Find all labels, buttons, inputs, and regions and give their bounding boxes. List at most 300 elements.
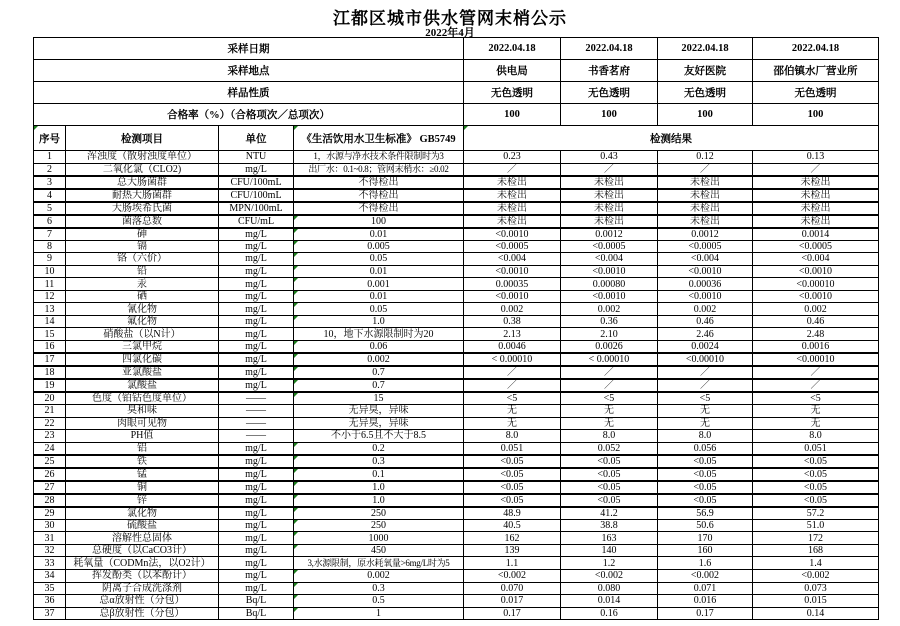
header-row-property: [34, 82, 879, 104]
row-unit: mg/L: [219, 544, 294, 557]
row-standard: 1，水源与净水技术条件限制时为3: [294, 151, 464, 164]
row-result: 0.13: [753, 151, 879, 164]
row-item: 氯化物: [66, 507, 219, 520]
table-row: [34, 215, 879, 228]
row-standard: 450: [294, 544, 464, 557]
row-unit: Bq/L: [219, 595, 294, 608]
row-item: 亚氯酸盐: [66, 366, 219, 379]
row-result: 2.13: [464, 328, 561, 341]
row-unit: CFU/mL: [219, 215, 294, 228]
table-row: [34, 507, 879, 520]
table-row: [34, 341, 879, 354]
row-result: 0.056: [658, 442, 753, 455]
cell-flag-triangle: [294, 316, 298, 320]
row-result: 无: [658, 405, 753, 418]
row-item: 二氧化氯（CLO2): [66, 163, 219, 176]
row-result: 163: [561, 532, 658, 545]
row-no: 4: [34, 189, 66, 202]
row-no: 34: [34, 570, 66, 583]
row-result: 0.071: [658, 582, 753, 595]
row-result: <0.004: [464, 253, 561, 266]
table-row: [34, 202, 879, 215]
row-result: 未检出: [753, 189, 879, 202]
row-no: 17: [34, 353, 66, 366]
row-item: 总β放射性（分包）: [66, 607, 219, 620]
row-item: 耐热大肠菌群: [66, 189, 219, 202]
cell-flag-triangle: [464, 126, 468, 130]
row-no: 10: [34, 265, 66, 278]
row-result: 无: [561, 405, 658, 418]
row-result: 50.6: [658, 519, 753, 532]
row-standard: 1: [294, 607, 464, 620]
row-standard: 0.3: [294, 582, 464, 595]
row-standard: 0.05: [294, 303, 464, 316]
row-result: <5: [464, 392, 561, 405]
row-item: 硫酸盐: [66, 519, 219, 532]
row-item: 浑浊度（散射浊度单位）: [66, 151, 219, 164]
row-result: 0.070: [464, 582, 561, 595]
cell-flag-triangle: [294, 303, 298, 307]
row-result: ／: [658, 379, 753, 392]
table-row: [34, 481, 879, 494]
cell-flag-triangle: [294, 367, 298, 371]
row-item: PH值: [66, 430, 219, 443]
row-item: 铝: [66, 442, 219, 455]
row-result: <0.05: [464, 468, 561, 481]
row-item: 总硬度（以CaCO3计）: [66, 544, 219, 557]
page-title: 江都区城市供水管网末梢公示: [333, 9, 567, 28]
row-result: 51.0: [753, 519, 879, 532]
row-result: 未检出: [464, 215, 561, 228]
table-row: [34, 582, 879, 595]
sample-location: 邵伯镇水厂营业所: [753, 60, 879, 82]
row-result: <0.00010: [658, 353, 753, 366]
row-item: 铜: [66, 481, 219, 494]
row-result: <0.004: [658, 253, 753, 266]
row-result: 162: [464, 532, 561, 545]
row-item: 镉: [66, 240, 219, 253]
cell-flag-triangle: [294, 469, 298, 473]
row-result: 未检出: [561, 189, 658, 202]
row-result: <0.05: [753, 455, 879, 468]
row-result: <0.05: [658, 468, 753, 481]
row-result: 8.0: [464, 430, 561, 443]
row-item: 耗氧量（CODMn法，以O2计）: [66, 557, 219, 570]
row-result: <0.00010: [753, 353, 879, 366]
row-item: 菌落总数: [66, 215, 219, 228]
row-result: <0.0005: [753, 240, 879, 253]
row-no: 28: [34, 494, 66, 507]
row-no: 37: [34, 607, 66, 620]
row-no: 5: [34, 202, 66, 215]
table-row: [34, 189, 879, 202]
row-no: 25: [34, 455, 66, 468]
row-standard: 0.01: [294, 290, 464, 303]
table-row: [34, 405, 879, 418]
header-label-date: 采样日期: [34, 38, 464, 60]
sample-location: 供电局: [464, 60, 561, 82]
row-unit: Bq/L: [219, 607, 294, 620]
row-result: 未检出: [561, 202, 658, 215]
row-result: 0.23: [464, 151, 561, 164]
row-unit: CFU/100mL: [219, 176, 294, 189]
row-result: <0.004: [561, 253, 658, 266]
sample-date: 2022.04.18: [464, 38, 561, 60]
cell-flag-triangle: [294, 241, 298, 245]
row-item: 总大肠菌群: [66, 176, 219, 189]
row-result: < 0.00010: [561, 353, 658, 366]
row-unit: mg/L: [219, 265, 294, 278]
row-unit: mg/L: [219, 481, 294, 494]
row-result: <0.05: [658, 455, 753, 468]
row-standard: 出厂水：0.1~0.8；管网末梢水：≥0.02: [294, 163, 464, 176]
row-standard: 100: [294, 215, 464, 228]
row-item: 铬（六价）: [66, 253, 219, 266]
cell-flag-triangle: [294, 495, 298, 499]
row-result: 0.17: [658, 607, 753, 620]
row-unit: mg/L: [219, 582, 294, 595]
row-unit: mg/L: [219, 442, 294, 455]
row-result: 0.002: [658, 303, 753, 316]
header-label-pass-rate: 合格率（%）（合格项次／总项次）: [34, 104, 464, 126]
row-result: <0.05: [753, 481, 879, 494]
row-standard: 0.7: [294, 366, 464, 379]
cell-flag-triangle: [294, 443, 298, 447]
row-unit: mg/L: [219, 228, 294, 241]
row-unit: MPN/100mL: [219, 202, 294, 215]
row-result: 未检出: [561, 215, 658, 228]
table-row: [34, 366, 879, 379]
row-result: 0.00035: [464, 278, 561, 291]
row-result: 0.00036: [658, 278, 753, 291]
cell-flag-triangle: [294, 341, 298, 345]
row-result: 1.2: [561, 557, 658, 570]
table-row: [34, 430, 879, 443]
col-header-unit: 单位: [219, 126, 294, 151]
row-no: 36: [34, 595, 66, 608]
row-result: 170: [658, 532, 753, 545]
table-row: [34, 379, 879, 392]
pass-rate: 100: [464, 104, 561, 126]
row-result: 未检出: [658, 202, 753, 215]
row-result: ／: [561, 379, 658, 392]
row-result: <5: [658, 392, 753, 405]
row-no: 35: [34, 582, 66, 595]
row-unit: mg/L: [219, 278, 294, 291]
row-item: 锰: [66, 468, 219, 481]
row-result: <0.002: [658, 570, 753, 583]
row-item: 氟化物: [66, 315, 219, 328]
table-row: [34, 176, 879, 189]
row-result: <0.05: [753, 468, 879, 481]
row-item: 四氯化碳: [66, 353, 219, 366]
row-result: 0.002: [464, 303, 561, 316]
row-no: 19: [34, 379, 66, 392]
row-result: <0.05: [561, 455, 658, 468]
row-result: <0.0010: [753, 265, 879, 278]
row-result: 0.0012: [561, 228, 658, 241]
row-standard: 不得检出: [294, 202, 464, 215]
row-result: <0.0005: [561, 240, 658, 253]
row-standard: 1.0: [294, 481, 464, 494]
row-unit: mg/L: [219, 519, 294, 532]
row-item: 硒: [66, 290, 219, 303]
sample-property: 无色透明: [561, 82, 658, 104]
row-result: ／: [658, 163, 753, 176]
cell-flag-triangle: [294, 520, 298, 524]
row-result: 1.1: [464, 557, 561, 570]
row-item: 挥发酚类（以苯酚计）: [66, 570, 219, 583]
table-row: [34, 328, 879, 341]
row-no: 29: [34, 507, 66, 520]
row-result: 0.14: [753, 607, 879, 620]
row-result: ／: [753, 366, 879, 379]
row-no: 16: [34, 341, 66, 354]
column-header-row: [34, 126, 879, 151]
row-result: 无: [658, 417, 753, 430]
row-no: 33: [34, 557, 66, 570]
table-row: [34, 595, 879, 608]
row-unit: mg/L: [219, 315, 294, 328]
row-result: <0.0010: [464, 290, 561, 303]
sample-date: 2022.04.18: [561, 38, 658, 60]
row-result: 40.5: [464, 519, 561, 532]
row-item: 锌: [66, 494, 219, 507]
row-result: <0.0005: [464, 240, 561, 253]
row-standard: 1000: [294, 532, 464, 545]
row-result: 无: [464, 417, 561, 430]
row-result: 0.002: [753, 303, 879, 316]
row-no: 21: [34, 405, 66, 418]
row-standard: 不得检出: [294, 176, 464, 189]
row-result: ／: [753, 163, 879, 176]
row-no: 22: [34, 417, 66, 430]
table-row: [34, 315, 879, 328]
row-unit: mg/L: [219, 507, 294, 520]
row-no: 32: [34, 544, 66, 557]
row-unit: mg/L: [219, 532, 294, 545]
row-unit: mg/L: [219, 328, 294, 341]
row-item: 铁: [66, 455, 219, 468]
row-unit: mg/L: [219, 557, 294, 570]
row-result: 0.0026: [561, 341, 658, 354]
row-result: ／: [464, 163, 561, 176]
row-result: 2.46: [658, 328, 753, 341]
row-result: <0.05: [658, 481, 753, 494]
row-standard: 1.0: [294, 494, 464, 507]
table-row: [34, 240, 879, 253]
row-standard: 不小于6.5且不大于8.5: [294, 430, 464, 443]
row-result: 未检出: [753, 202, 879, 215]
row-result: 无: [753, 417, 879, 430]
table-row: [34, 544, 879, 557]
row-result: 0.43: [561, 151, 658, 164]
cell-flag-triangle: [294, 570, 298, 574]
row-unit: mg/L: [219, 366, 294, 379]
row-item: 溶解性总固体: [66, 532, 219, 545]
header-label-location: 采样地点: [34, 60, 464, 82]
row-result: 未检出: [753, 176, 879, 189]
row-result: 8.0: [753, 430, 879, 443]
row-result: 0.46: [658, 315, 753, 328]
table-row: [34, 392, 879, 405]
table-row: [34, 353, 879, 366]
row-result: 57.2: [753, 507, 879, 520]
row-no: 14: [34, 315, 66, 328]
row-standard: 0.05: [294, 253, 464, 266]
row-item: 砷: [66, 228, 219, 241]
cell-flag-triangle: [294, 608, 298, 612]
row-standard: 250: [294, 519, 464, 532]
row-result: 0.0012: [658, 228, 753, 241]
row-result: 140: [561, 544, 658, 557]
cell-flag-triangle: [294, 126, 298, 130]
row-result: <0.05: [464, 494, 561, 507]
row-result: 未检出: [658, 176, 753, 189]
table-row: [34, 442, 879, 455]
row-result: ／: [658, 366, 753, 379]
row-unit: mg/L: [219, 494, 294, 507]
row-item: 氰化物: [66, 303, 219, 316]
row-unit: mg/L: [219, 290, 294, 303]
table-row: [34, 253, 879, 266]
table-row: [34, 151, 879, 164]
cell-flag-triangle: [294, 380, 298, 384]
row-item: 臭和味: [66, 405, 219, 418]
row-result: <0.05: [464, 455, 561, 468]
cell-flag-triangle: [294, 532, 298, 536]
row-result: <0.05: [561, 481, 658, 494]
cell-flag-triangle: [294, 456, 298, 460]
row-no: 15: [34, 328, 66, 341]
row-result: < 0.00010: [464, 353, 561, 366]
cell-flag-triangle: [294, 216, 298, 220]
row-unit: mg/L: [219, 240, 294, 253]
row-result: 0.0014: [753, 228, 879, 241]
cell-flag-triangle: [294, 354, 298, 358]
row-result: 0.0046: [464, 341, 561, 354]
row-result: 0.38: [464, 315, 561, 328]
row-item: 大肠埃希氏菌: [66, 202, 219, 215]
row-result: 8.0: [658, 430, 753, 443]
row-result: <0.0010: [658, 290, 753, 303]
cell-flag-triangle: [294, 253, 298, 257]
row-result: 0.051: [753, 442, 879, 455]
cell-flag-triangle: [294, 482, 298, 486]
row-result: 未检出: [464, 176, 561, 189]
row-result: 1.6: [658, 557, 753, 570]
row-standard: 250: [294, 507, 464, 520]
row-no: 9: [34, 253, 66, 266]
header-label-property: 样品性质: [34, 82, 464, 104]
row-result: <5: [753, 392, 879, 405]
sample-location: 书香茗府: [561, 60, 658, 82]
sample-date: 2022.04.18: [753, 38, 879, 60]
row-result: 0.016: [658, 595, 753, 608]
row-item: 氯酸盐: [66, 379, 219, 392]
row-standard: 10，地下水源限制时为20: [294, 328, 464, 341]
row-result: 38.8: [561, 519, 658, 532]
row-result: 无: [753, 405, 879, 418]
row-result: 0.0016: [753, 341, 879, 354]
row-result: 未检出: [464, 189, 561, 202]
row-no: 7: [34, 228, 66, 241]
row-result: 2.48: [753, 328, 879, 341]
row-result: ／: [561, 366, 658, 379]
row-result: 172: [753, 532, 879, 545]
water-quality-table: [33, 37, 879, 620]
row-standard: 0.001: [294, 278, 464, 291]
row-result: <0.05: [658, 494, 753, 507]
cell-flag-triangle: [294, 393, 298, 397]
row-result: 41.2: [561, 507, 658, 520]
row-unit: mg/L: [219, 353, 294, 366]
row-result: 无: [464, 405, 561, 418]
row-result: 0.36: [561, 315, 658, 328]
row-unit: mg/L: [219, 163, 294, 176]
table-row: [34, 494, 879, 507]
cell-flag-triangle: [294, 291, 298, 295]
row-result: 160: [658, 544, 753, 557]
page-subtitle: 2022年4月: [425, 27, 475, 39]
row-standard: 0.3: [294, 455, 464, 468]
cell-flag-triangle: [294, 278, 298, 282]
row-result: 2.10: [561, 328, 658, 341]
row-result: <0.0005: [658, 240, 753, 253]
col-header-no: 序号: [34, 126, 66, 151]
row-result: 0.014: [561, 595, 658, 608]
sample-property: 无色透明: [464, 82, 561, 104]
header-row-location: [34, 60, 879, 82]
row-result: 0.052: [561, 442, 658, 455]
row-result: 未检出: [658, 215, 753, 228]
cell-flag-triangle: [294, 266, 298, 270]
row-result: 0.002: [561, 303, 658, 316]
row-result: ／: [464, 379, 561, 392]
table-row: [34, 278, 879, 291]
table-row: [34, 468, 879, 481]
row-standard: 0.005: [294, 240, 464, 253]
row-result: <0.0010: [561, 290, 658, 303]
cell-flag-triangle: [294, 229, 298, 233]
row-result: 1.4: [753, 557, 879, 570]
row-result: <0.00010: [753, 278, 879, 291]
row-result: 无: [561, 417, 658, 430]
row-no: 6: [34, 215, 66, 228]
row-standard: 无异臭，异味: [294, 417, 464, 430]
pass-rate: 100: [753, 104, 879, 126]
header-row-date: [34, 38, 879, 60]
row-unit: mg/L: [219, 468, 294, 481]
row-unit: mg/L: [219, 341, 294, 354]
table-row: [34, 163, 879, 176]
row-unit: mg/L: [219, 455, 294, 468]
row-result: 未检出: [464, 202, 561, 215]
row-no: 26: [34, 468, 66, 481]
row-item: 硝酸盐（以N计）: [66, 328, 219, 341]
cell-flag-triangle: [294, 595, 298, 599]
row-standard: 3,水源限制，原水耗氧量>6mg/L时为5: [294, 557, 464, 570]
row-no: 3: [34, 176, 66, 189]
row-standard: 0.7: [294, 379, 464, 392]
row-standard: 15: [294, 392, 464, 405]
row-unit: ——: [219, 392, 294, 405]
table-row: [34, 532, 879, 545]
table-row: [34, 455, 879, 468]
row-standard: 0.01: [294, 265, 464, 278]
row-no: 20: [34, 392, 66, 405]
col-header-results: 检测结果: [464, 126, 879, 151]
